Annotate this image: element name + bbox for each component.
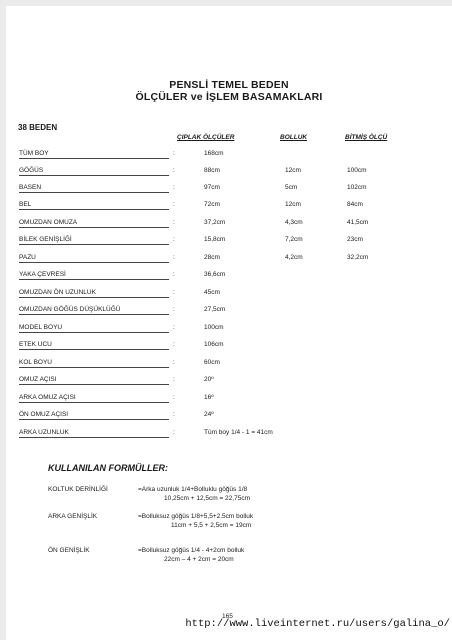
table-row xyxy=(6,410,452,422)
row-colon: : xyxy=(173,411,175,418)
row-bolluk-value: 4,3cm xyxy=(285,219,303,226)
row-ciplak-value: 168cm xyxy=(204,150,224,157)
watermark-url: http://www.liveinternet.ru/users/galina_o/ xyxy=(185,618,450,630)
row-colon: : xyxy=(173,201,175,208)
formula-line: =Bolluksuz göğüs 1/8+5,5+2.5cm bolluk xyxy=(138,513,254,520)
table-row xyxy=(6,305,452,317)
table-row xyxy=(6,270,452,282)
row-label: ARKA OMUZ AÇISI xyxy=(19,393,169,403)
row-colon: : xyxy=(173,219,175,226)
row-label: KOL BOYU xyxy=(19,358,169,368)
row-bolluk-value: 5cm xyxy=(285,184,298,191)
table-row xyxy=(6,200,452,212)
title-line-1: PENSLİ TEMEL BEDEN xyxy=(169,79,289,91)
row-label: BASEN xyxy=(19,183,169,193)
table-row xyxy=(6,358,452,370)
row-ciplak-value: 72cm xyxy=(204,201,220,208)
row-bitmis-value: 32,2cm xyxy=(347,254,369,261)
table-row xyxy=(6,428,452,440)
row-ciplak-value: 15,8cm xyxy=(204,236,226,243)
row-colon: : xyxy=(173,341,175,348)
row-ciplak-value: 88cm xyxy=(204,167,220,174)
formula-label: ARKA GENİŞLİK xyxy=(48,513,98,520)
row-label: GÖĞÜS xyxy=(19,166,169,176)
table-row xyxy=(6,253,452,265)
table-row xyxy=(6,288,452,300)
row-label: ARKA UZUNLUK xyxy=(19,428,169,438)
row-bitmis-value: 23cm xyxy=(347,236,363,243)
row-label: MODEL BOYU xyxy=(19,323,169,333)
row-label: OMUZDAN ÖN UZUNLUK xyxy=(19,288,169,298)
row-colon: : xyxy=(173,150,175,157)
row-colon: : xyxy=(173,306,175,313)
row-colon: : xyxy=(173,271,175,278)
title-line-2: ÖLÇÜLER ve İŞLEM BASAMAKLARI xyxy=(135,91,323,103)
row-colon: : xyxy=(173,254,175,261)
row-label: BEL xyxy=(19,200,169,210)
row-colon: : xyxy=(173,289,175,296)
row-bolluk-value: 12cm xyxy=(285,167,301,174)
table-row xyxy=(6,235,452,247)
table-row xyxy=(6,149,452,161)
row-label: PAZU xyxy=(19,253,169,263)
row-bolluk-value: 7,2cm xyxy=(285,236,303,243)
formula-line: =Arka uzunluk 1/4+Bolluklu göğüs 1/8 xyxy=(138,486,248,493)
table-row xyxy=(6,183,452,195)
table-row xyxy=(6,218,452,230)
formula-result: 11cm + 5,5 + 2,5cm = 19cm xyxy=(171,522,252,529)
row-ciplak-value: 20º xyxy=(204,376,214,383)
row-ciplak-value: 36,6cm xyxy=(204,271,226,278)
formula-result: 10,25cm + 12,5cm = 22,75cm xyxy=(164,495,250,502)
row-ciplak-value: 28cm xyxy=(204,254,220,261)
page-number: 165 xyxy=(222,613,233,620)
row-bitmis-value: 100cm xyxy=(347,167,367,174)
formulas-title: KULLANILAN FORMÜLLER: xyxy=(48,463,168,473)
row-colon: : xyxy=(173,324,175,331)
formula-result: 22cm – 4 + 2cm = 20cm xyxy=(164,556,234,563)
row-bitmis-value: 102cm xyxy=(347,184,367,191)
formula-line: =Bolluksuz göğüs 1/4 - 4+2cm bolluk xyxy=(138,547,245,554)
row-bitmis-value: 41,5cm xyxy=(347,219,369,226)
row-label: TÜM BOY xyxy=(19,149,169,159)
row-colon: : xyxy=(173,429,175,436)
row-label: OMUZ AÇISI xyxy=(19,375,169,385)
row-colon: : xyxy=(173,184,175,191)
row-label: BİLEK GENİŞLİĞİ xyxy=(19,235,169,245)
row-colon: : xyxy=(173,359,175,366)
table-row xyxy=(6,393,452,405)
row-ciplak-value: 97cm xyxy=(204,184,220,191)
row-ciplak-value: 60cm xyxy=(204,359,220,366)
row-label: OMUZDAN GÖĞÜS DÜŞÜKLÜĞÜ xyxy=(19,305,169,315)
row-bitmis-value: 84cm xyxy=(347,201,363,208)
row-ciplak-value: 37,2cm xyxy=(204,219,226,226)
row-label: YAKA ÇEVRESİ xyxy=(19,270,169,280)
row-label: ETEK UCU xyxy=(19,340,169,350)
column-header-ciplak: ÇIPLAK ÖLÇÜLER xyxy=(177,134,235,141)
column-header-bitmis: BİTMİŞ ÖLÇÜ xyxy=(345,134,388,141)
table-row xyxy=(6,340,452,352)
table-row xyxy=(6,375,452,387)
row-ciplak-value: 106cm xyxy=(204,341,224,348)
row-colon: : xyxy=(173,394,175,401)
row-ciplak-value: Tüm boy 1/4 - 1 = 41cm xyxy=(204,429,273,436)
size-label: 38 BEDEN xyxy=(18,123,58,132)
document-page xyxy=(6,6,452,640)
row-ciplak-value: 100cm xyxy=(204,324,224,331)
row-colon: : xyxy=(173,236,175,243)
row-colon: : xyxy=(173,376,175,383)
row-bolluk-value: 12cm xyxy=(285,201,301,208)
table-row xyxy=(6,166,452,178)
row-ciplak-value: 27,5cm xyxy=(204,306,226,313)
row-ciplak-value: 24º xyxy=(204,411,214,418)
table-row xyxy=(6,323,452,335)
row-ciplak-value: 16º xyxy=(204,394,214,401)
row-colon: : xyxy=(173,167,175,174)
row-label: OMUZDAN OMUZA xyxy=(19,218,169,228)
column-header-bolluk: BOLLUK xyxy=(280,134,308,141)
row-bolluk-value: 4,2cm xyxy=(285,254,303,261)
row-ciplak-value: 45cm xyxy=(204,289,220,296)
formula-label: KOLTUK DERİNLİĞİ xyxy=(48,486,108,493)
row-label: ÖN OMUZ AÇISI xyxy=(19,410,169,420)
formula-label: ÖN GENİŞLİK xyxy=(48,547,90,554)
